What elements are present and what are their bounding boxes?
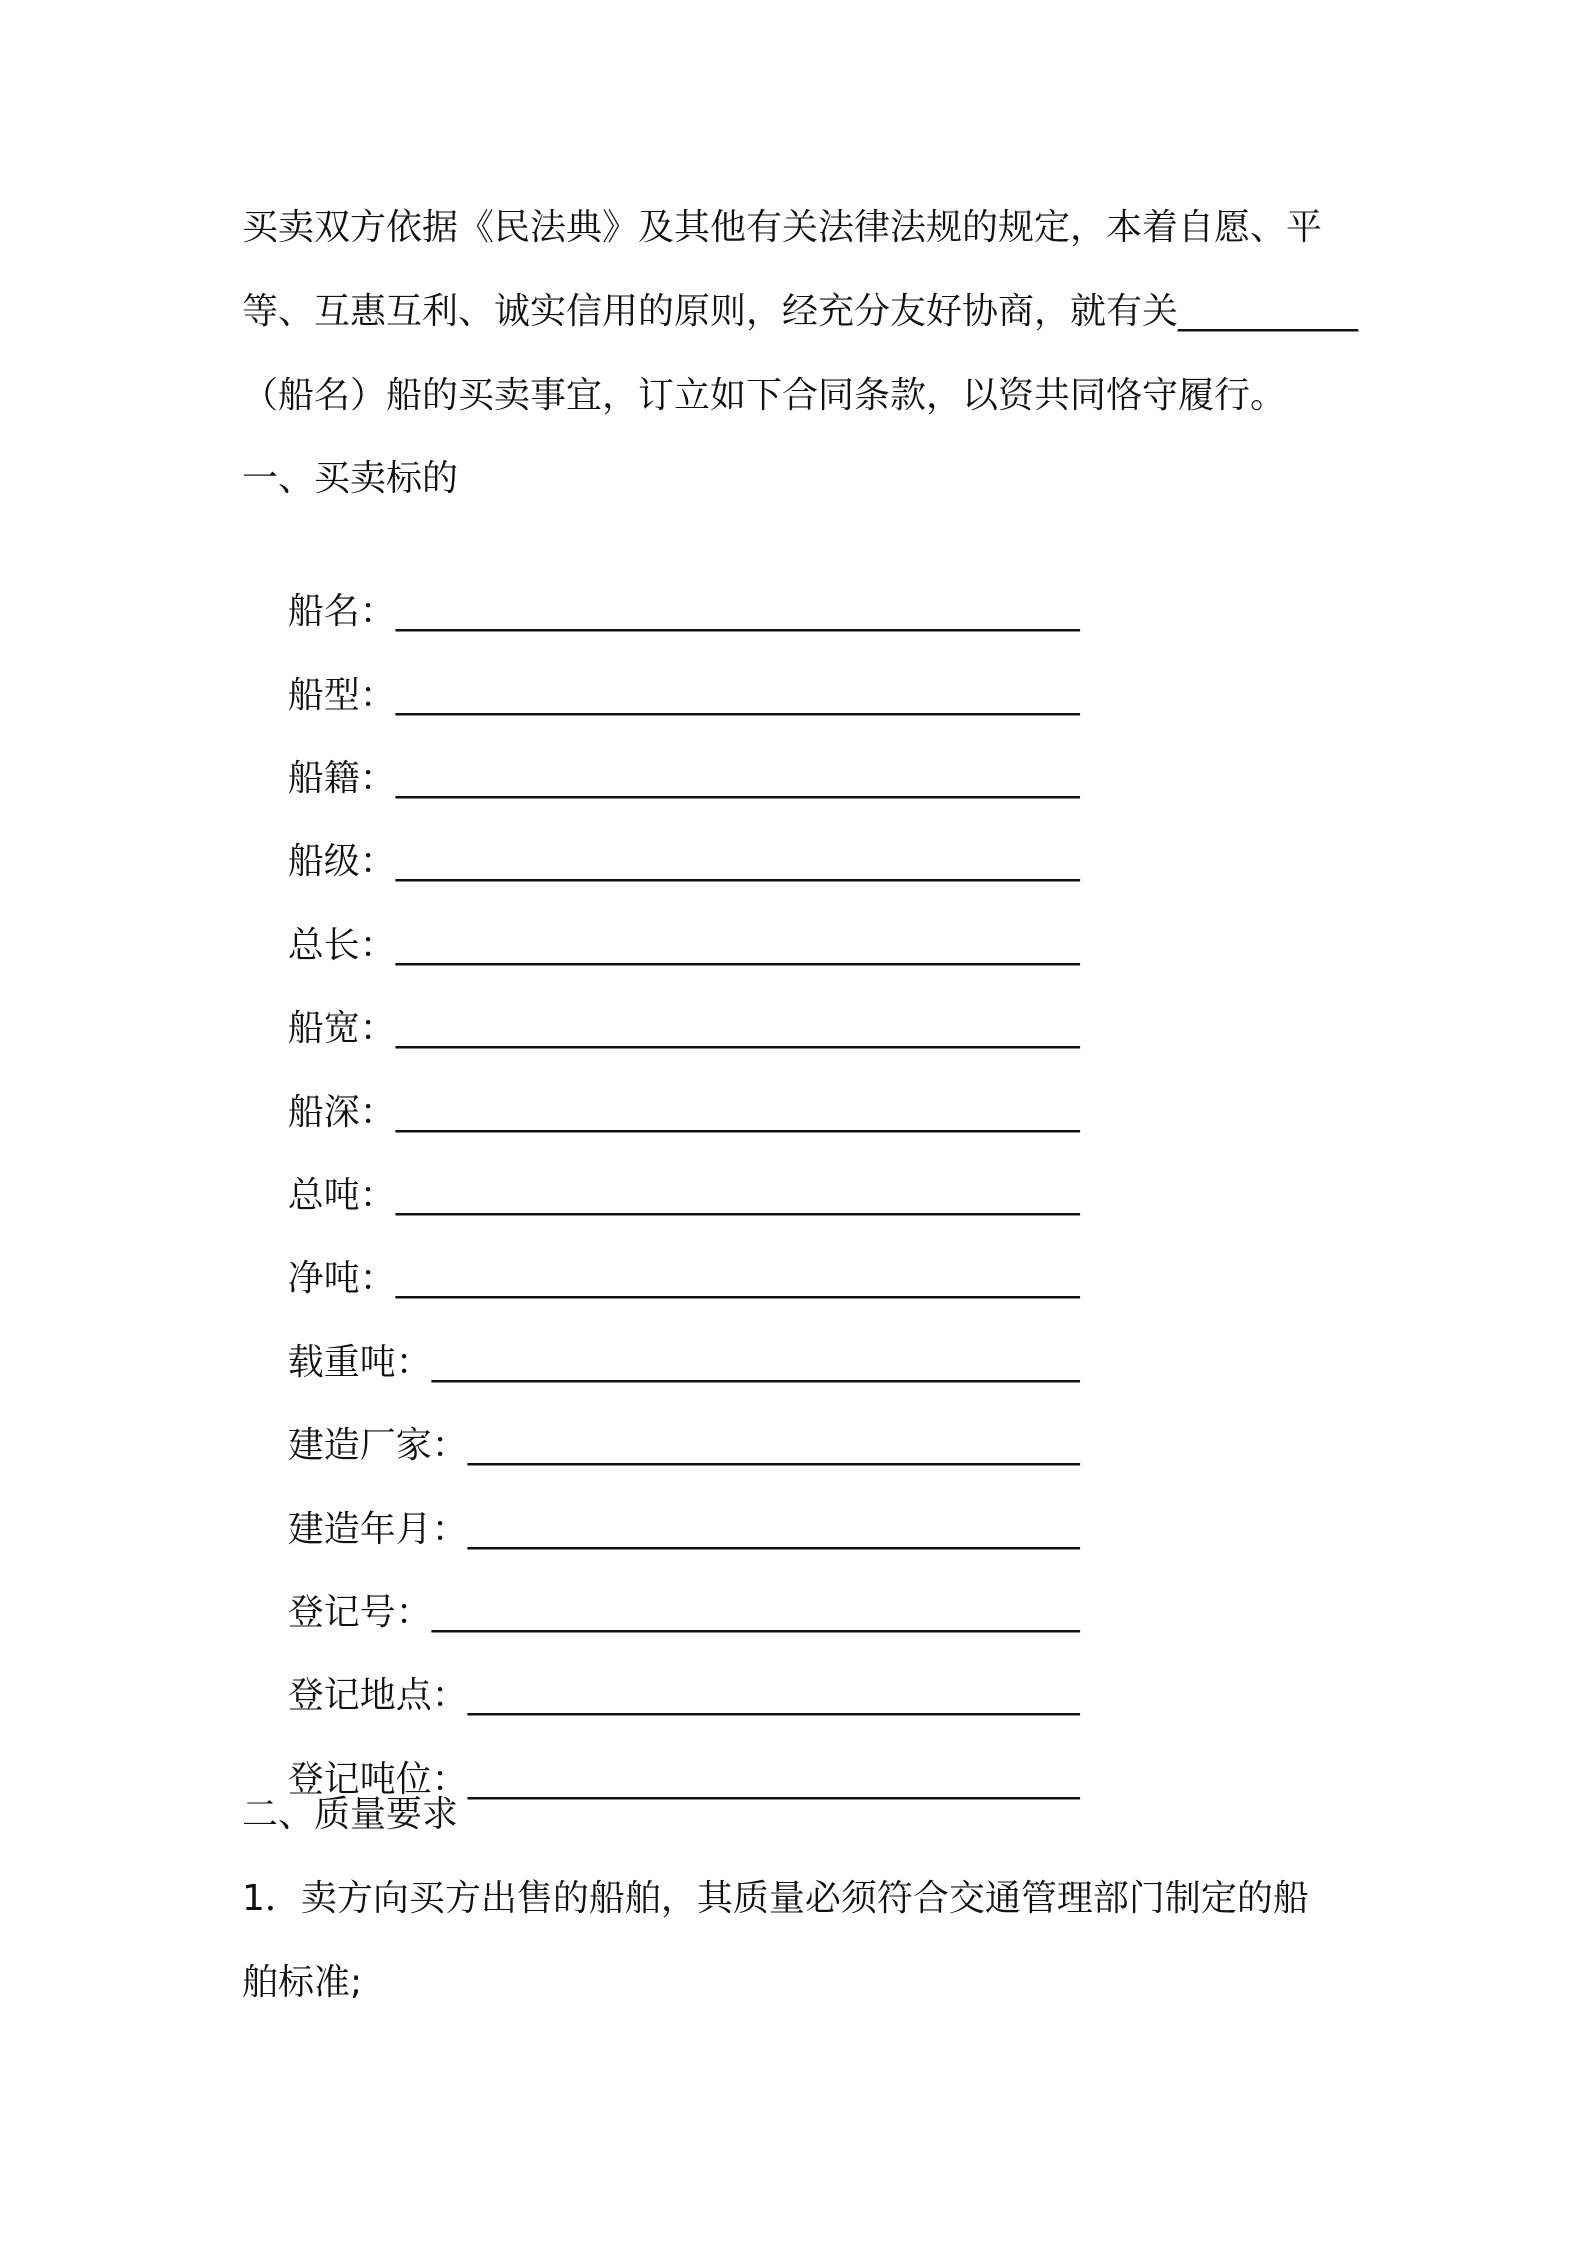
field-blank: ______________________________________ [395,1092,1080,1133]
field-blank: ______________________________________ [395,1258,1080,1299]
intro-line-3: （船名）船的买卖事宜，订立如下合同条款，以资共同恪守履行。 [242,375,1287,416]
field-label: 载重吨： [287,1342,432,1383]
field-label: 建造年月： [287,1509,468,1550]
field-label: 总长： [287,925,396,966]
quality-line-1: 1．卖方向买方出售的船舶，其质量必须符合交通管理部门制定的船 [242,1878,1309,1919]
field-blank: ______________________________________ [395,675,1080,716]
field-label: 船级： [287,841,396,882]
section-1-heading: 一、买卖标的 [242,458,459,499]
field-label: 登记地点： [287,1675,468,1716]
field-blank: __________________________________ [467,1675,1080,1716]
intro-line-2: 等、互惠互利、诚实信用的原则，经充分友好协商，就有关__________ [242,291,1359,332]
field-label: 建造厂家： [287,1425,468,1466]
quality-line-2: 舶标准; [242,1962,363,2003]
field-blank: ____________________________________ [431,1342,1080,1383]
field-blank: ______________________________________ [395,591,1080,632]
field-label: 总吨： [287,1175,396,1216]
field-blank: ______________________________________ [395,841,1080,882]
field-blank: __________________________________ [467,1425,1080,1466]
field-label: 登记吨位： [287,1759,468,1800]
intro-line-1: 买卖双方依据《民法典》及其他有关法律法规的规定，本着自愿、平 [242,207,1323,248]
field-blank: ______________________________________ [395,758,1080,799]
field-label: 净吨： [287,1258,396,1299]
field-label: 船名： [287,591,396,632]
field-label: 船籍： [287,758,396,799]
field-blank: __________________________________ [467,1759,1080,1800]
field-label: 登记号： [287,1592,432,1633]
field-blank: ______________________________________ [395,1008,1080,1049]
field-blank: ______________________________________ [395,925,1080,966]
field-label: 船型： [287,675,396,716]
field-blank: ____________________________________ [431,1592,1080,1633]
field-blank: ______________________________________ [395,1175,1080,1216]
field-label: 船宽： [287,1008,396,1049]
section-2-heading: 二、质量要求 [242,1794,459,1835]
field-blank: __________________________________ [467,1509,1080,1550]
field-label: 船深： [287,1092,396,1133]
